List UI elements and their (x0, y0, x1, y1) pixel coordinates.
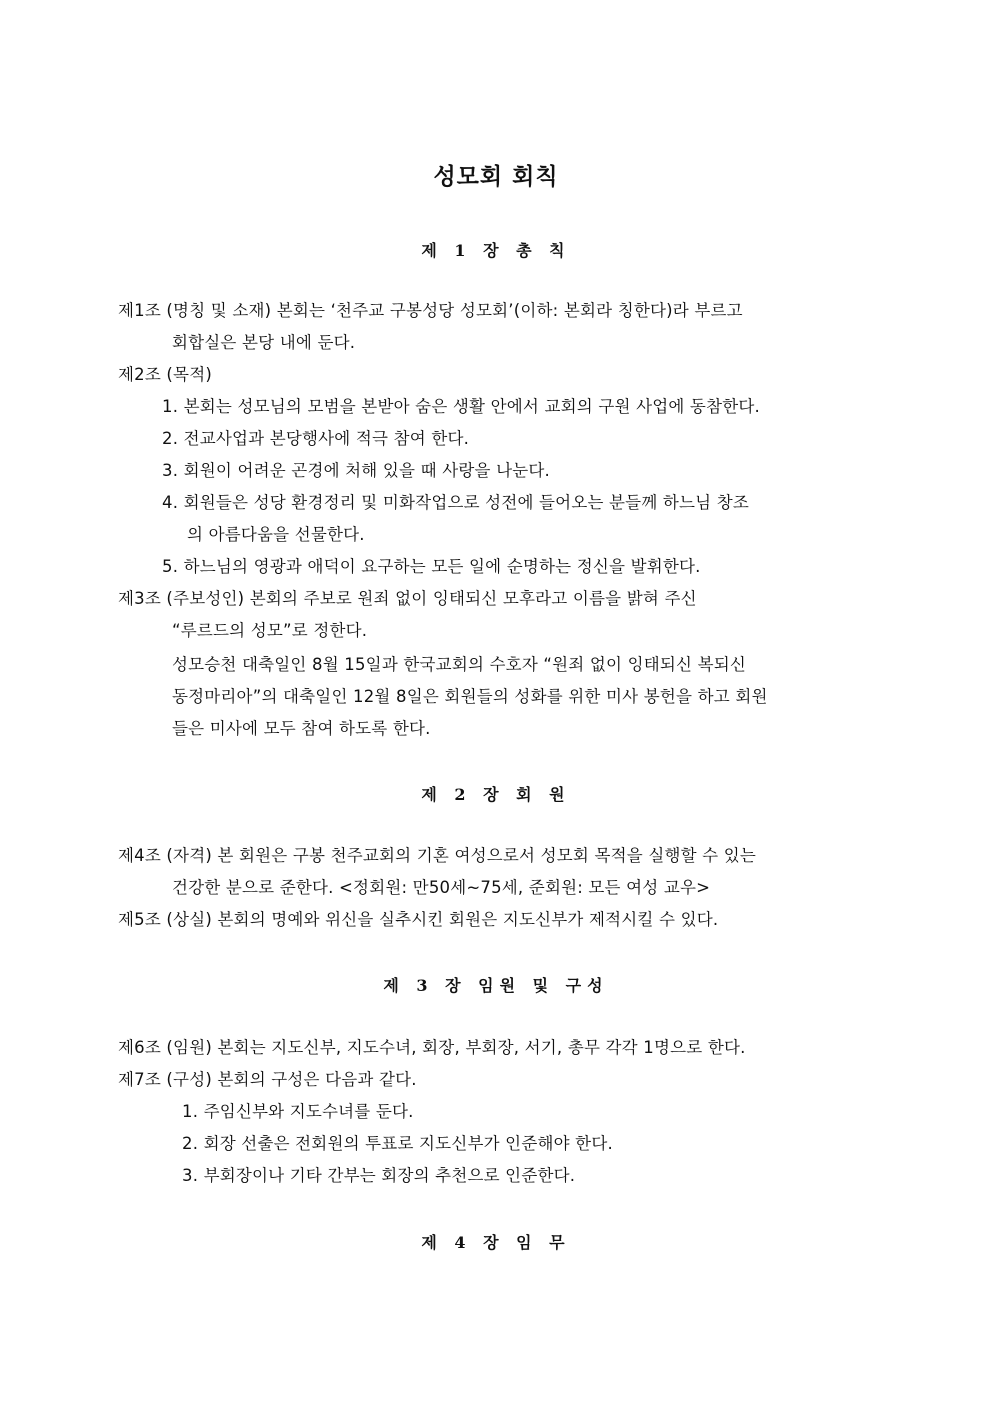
article-2-item-4-cont: 의 아름다움을 선물한다. (187, 525, 365, 544)
article-4-line-1: 제4조 (자격) 본 회원은 구봉 천주교회의 기혼 여성으로서 성모회 목적을 실행할 수 있는 (118, 846, 757, 865)
article-7-item-1: 1. 주임신부와 지도수녀를 둔다. (182, 1102, 414, 1121)
chapter-1-heading: 제 1 장 총 칙 (421, 241, 571, 260)
article-2-item-1: 1. 본회는 성모님의 모범을 본받아 숨은 생활 안에서 교회의 구원 사업에 동참한다. (162, 397, 760, 416)
article-1-line-1: 제1조 (명칭 및 소재) 본회는 ‘천주교 구봉성당 성모회’(이하: 본회라 칭한다)라 부르고 (118, 301, 743, 320)
article-2-item-2: 2. 전교사업과 본당행사에 적극 참여 한다. (162, 429, 470, 448)
article-3-line-4: 동정마리아”의 대축일인 12월 8일은 회원들의 성화를 위한 미사 봉헌을 하고 회원 (172, 687, 768, 706)
article-3-line-3: 성모승천 대축일인 8월 15일과 한국교회의 수호자 “원죄 없이 잉태되신 복되신 (172, 655, 747, 674)
article-7-item-2: 2. 회장 선출은 전회원의 투표로 지도신부가 인준해야 한다. (182, 1134, 613, 1153)
article-1-line-2: 회합실은 본당 내에 둔다. (172, 333, 356, 352)
article-6-line-1: 제6조 (임원) 본회는 지도신부, 지도수녀, 회장, 부회장, 서기, 총무 각각 1명으로 한다. (118, 1038, 746, 1057)
article-3-line-2: “루르드의 성모”로 정한다. (172, 621, 368, 640)
article-2-item-3: 3. 회원이 어려운 곤경에 처해 있을 때 사랑을 나눈다. (162, 461, 550, 480)
article-7-item-3: 3. 부회장이나 기타 간부는 회장의 추천으로 인준한다. (182, 1166, 576, 1185)
chapter-4-heading: 제 4 장 임 무 (421, 1233, 571, 1252)
article-4-line-2: 건강한 분으로 준한다. <정회원: 만50세~75세, 준회원: 모든 여성 교우> (172, 878, 711, 897)
article-2-item-4: 4. 회원들은 성당 환경정리 및 미화작업으로 성전에 들어오는 분들께 하느님 창조 (162, 493, 750, 512)
article-2-item-5: 5. 하느님의 영광과 애덕이 요구하는 모든 일에 순명하는 정신을 발휘한다. (162, 557, 701, 576)
article-3-line-1: 제3조 (주보성인) 본회의 주보로 원죄 없이 잉태되신 모후라고 이름을 밝혀 주신 (118, 589, 697, 608)
article-2-heading: 제2조 (목적) (118, 365, 212, 384)
article-7-heading: 제7조 (구성) 본회의 구성은 다음과 같다. (118, 1070, 417, 1089)
article-3-line-5: 들은 미사에 모두 참여 하도록 한다. (172, 719, 431, 738)
document-title: 성모회 회칙 (433, 164, 559, 190)
article-5-line-1: 제5조 (상실) 본회의 명예와 위신을 실추시킨 회원은 지도신부가 제적시킬 수 있다. (118, 910, 719, 929)
chapter-3-heading: 제 3 장 임원 및 구성 (383, 976, 609, 995)
chapter-2-heading: 제 2 장 회 원 (421, 785, 571, 804)
